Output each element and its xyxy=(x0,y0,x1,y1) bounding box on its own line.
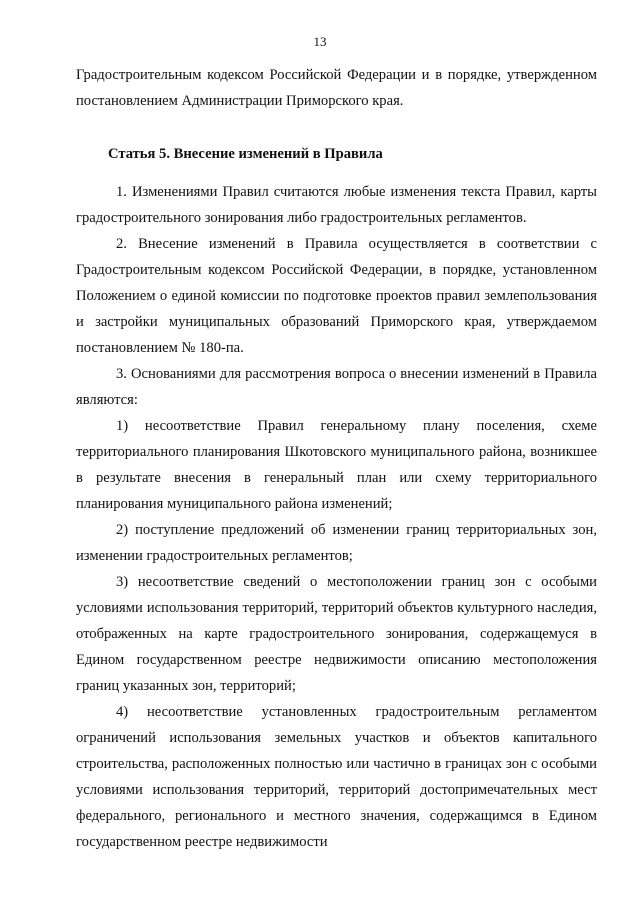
section-heading: Статья 5. Внесение изменений в Правила xyxy=(108,146,383,162)
paragraph-item-3: 3. Основаниями для рассмотрения вопроса о внесении изменений в Правила являются: xyxy=(76,366,597,408)
document-body xyxy=(76,62,597,855)
subitem-3: 3) несоответствие сведений о местоположении границ зон с особыми условиями использования территорий, территорий объектов культурного наследия, отображенных на карте градостроительного зонирования, содержащемуся в Едином государственном реестре недвижимости описанию местоположения границ указанных зон, территорий; xyxy=(76,574,597,694)
paragraph-continuation: Градостроительным кодексом Российской Федерации и в порядке, утвержденном постановлением Администрации Приморского края. xyxy=(76,67,597,109)
paragraph-item-1: 1. Изменениями Правил считаются любые изменения текста Правил, карты градостроительного зонирования либо градостроительных регламентов. xyxy=(76,184,597,226)
subitem-1: 1) несоответствие Правил генеральному плану поселения, схеме территориального планирования Шкотовского муниципального района, возникшее в результате внесения в генеральный план или схему территориального планирования муниципального района изменений; xyxy=(76,418,597,512)
subitem-4: 4) несоответствие установленных градостроительным регламентом ограничений использования земельных участков и объектов капитального строительства, расположенных полностью или частично в границах зон с особыми условиями использования территорий, территорий достопримечательных мест федерального, регионального и местного значения, содержащимся в Едином государственном реестре недвижимости xyxy=(76,704,597,850)
page-number: 13 xyxy=(313,34,327,49)
subitem-2: 2) поступление предложений об изменении границ территориальных зон, изменении градостроительных регламентов; xyxy=(76,522,597,564)
paragraph-item-2: 2. Внесение изменений в Правила осуществляется в соответствии с Градостроительным кодексом Российской Федерации, в порядке, установленном Положением о единой комиссии по подготовке проектов правил землепользования и застройки муниципальных образований Приморского края, утверждаемом постановлением № 180-па. xyxy=(76,236,597,356)
